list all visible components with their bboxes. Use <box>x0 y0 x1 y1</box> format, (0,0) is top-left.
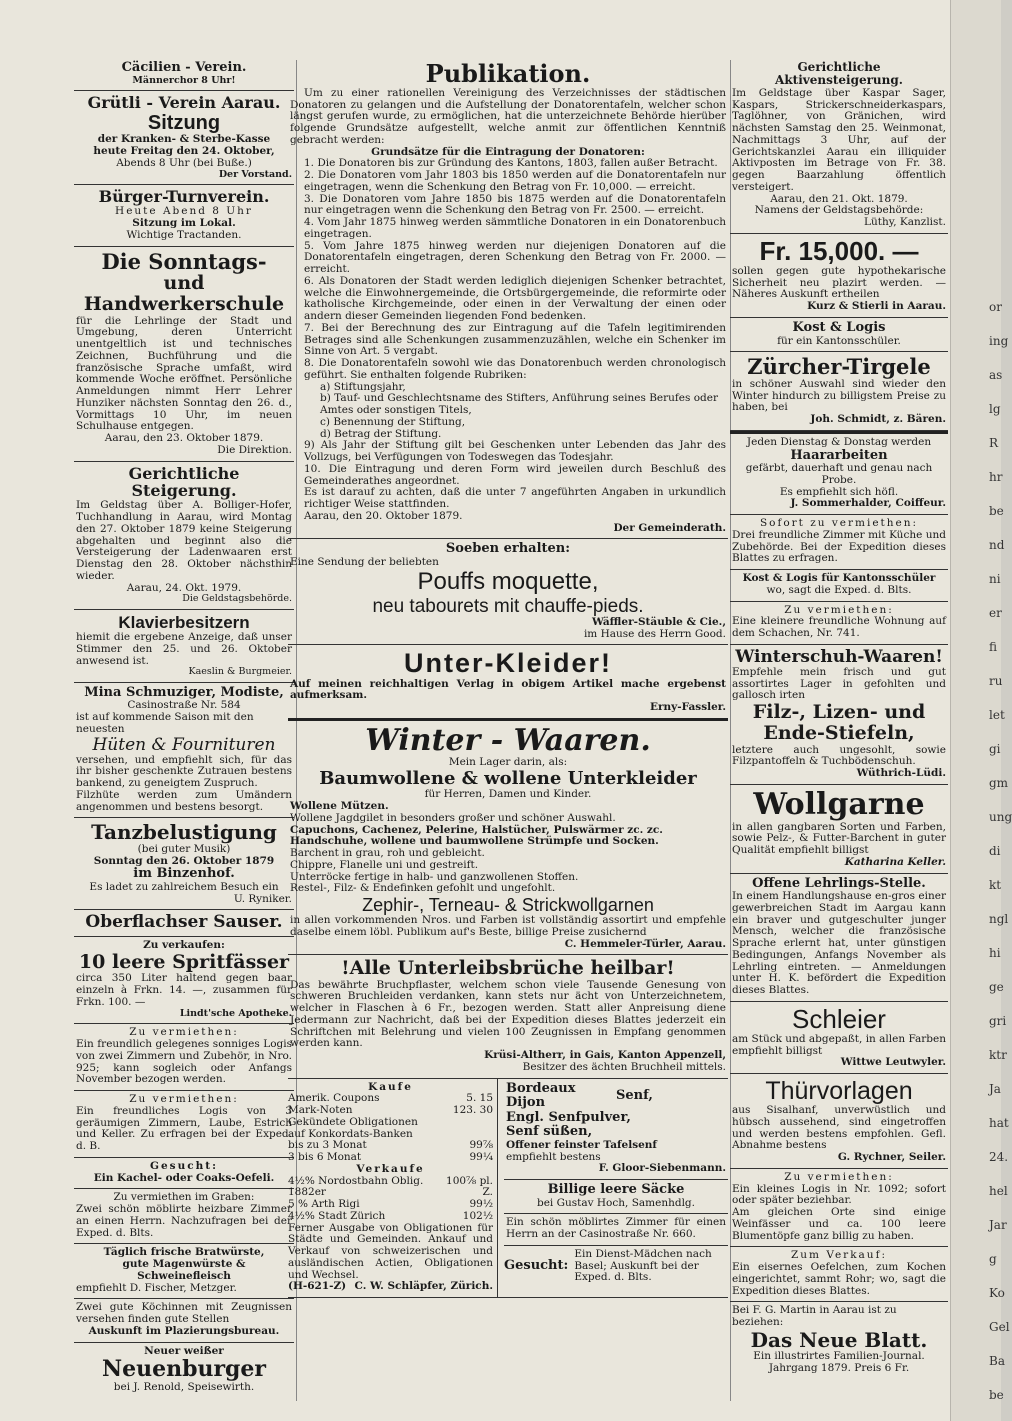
fold-fragment: Ba <box>989 1354 1005 1368</box>
fold-fragment: be <box>989 1388 1004 1402</box>
ad-pouffs: Soeben erhalten: Eine Sendung der beliebten Pouffs moquette, neu tabourets mit chauffe-pieds. Wäffler-Stäuble & Cie., im Hause des Herrn Good. <box>288 539 728 645</box>
ad-schleier: Schleier am Stück und abgepaßt, in allen Farben empfiehlt billigst Wittwe Leutwyler. <box>730 1002 948 1074</box>
fold-fragment: lg <box>989 402 1001 416</box>
ad-wohnung: Zu vermiethen: Eine kleinere freundliche Wohnung auf dem Schachen, Nr. 741. <box>730 602 948 645</box>
right-column <box>730 58 948 1409</box>
left-column <box>74 58 294 1409</box>
verkaufe-row: 5 % Arth Rigi 99½ <box>288 1198 493 1211</box>
kaufe-row: Mark-Noten 123. 30 <box>288 1104 493 1117</box>
kaufe-row: 3 bis 6 Monat 99¼ <box>288 1151 493 1164</box>
ad-bratwurst: Täglich frische Bratwürste, gute Magenwürste & Schweinefleisch empfiehlt D. Fischer, Metzger. <box>74 1244 294 1299</box>
ad-winter-waaren: Winter - Waaren. Mein Lager darin, als: Baumwollene & wollene Unterkleider für Herren, Damen und Kinder. Wollene Mützen. Wollene Jagdgilet in besonders großer und schöner Auswahl. Capuchons, Cachenez, Pelerine, Halstücher, Pulswärmer zc. zc. Handschuhe, wollene und baumwollene Strümpfe und Socken. Barchent in grau, roh und gebleicht. Chippre, Flanelle uni und gestreift. Unterröcke fertige in halb- und ganzwollenen Stoffen. Restel-, Filz- & Endefinken gefohlt und ungefohlt. Zephir-, Terneau- & Strickwollgarnen in allen vorkommenden Nros. und Farben ist vollständig assortirt und empfehle daselbe einem löbl. Publikum auf's Beste, billige Preise zusichernd C. Hemmeler-Türler, Aarau. <box>288 721 728 956</box>
kaufe-row: Amerik. Coupons 5. 15 <box>288 1092 493 1105</box>
fold-fragment: Jar <box>989 1218 1007 1232</box>
kaufe-row: Gekündete Obligationen auf Konkordats-Banken <box>288 1115 418 1140</box>
fold-fragment: or <box>989 300 1002 314</box>
fold-fragment: Ko <box>989 1286 1005 1300</box>
middle-column <box>288 58 728 1409</box>
mid-right-stack <box>498 1079 728 1298</box>
ad-saecke: Billige leere Säcke bei Gustav Hoch, Samenhdlg. <box>504 1180 728 1214</box>
fold-fragment: ru <box>989 674 1003 688</box>
fold-fragment: ni <box>989 572 1001 586</box>
ad-vermiethen-r: Zu vermiethen: Ein kleines Logis in Nr. 1092; sofort oder später beziehbar. Am gleichen Orte sind einige Weinfässer und ca. 100 leere Blumentöpfe ganz billig zu haben. <box>730 1169 948 1248</box>
ad-kaufe: Kaufe Amerik. Coupons 5. 15 Mark-Noten 123. 30 Gekündete Obligationen auf Konkordats-Banken bis zu 3 Monat 99⅞ 3 bis 6 Monat 99¼ Verkaufe 4½% Nordostbahn Oblig. 1882er 100⅞ pl. Z. 5 % Arth Rigi 99½ 4½% Stadt Zürich 102½ Ferner Ausgabe von Obligationen für Städte und Gemeinden. Ankauf und Verkauf von schweizerischen und ausländischen Actien, Obligationen und Wechsel. (H-621-Z) C. W. Schläpfer, Zürich. <box>288 1079 498 1298</box>
fold-fragment: ung <box>989 810 1012 824</box>
fold-fragment: fi <box>989 640 998 654</box>
ad-gesucht: Gesucht: Ein Kachel- oder Coaks-Oefeli. <box>74 1158 294 1190</box>
fold-fragment: hr <box>989 470 1003 484</box>
ad-turnverein: Bürger-Turnverein. Heute Abend 8 Uhr Sitzung im Lokal. Wichtige Tractanden. <box>74 185 294 246</box>
ad-neue-blatt: Bei F. G. Martin in Aarau ist zu beziehen: Das Neue Blatt. Ein illustrirtes Familien-Journal. Jahrgang 1879. Preis 6 Fr. <box>732 1304 928 1375</box>
fold-fragment: gm <box>989 776 1009 790</box>
ad-sauser: Oberflachser Sauser. <box>74 910 294 937</box>
fold-fragment: hi <box>989 946 1001 960</box>
fold-fragment: ge <box>989 980 1004 994</box>
ad-tirgele: Zürcher-Tirgele in schöner Auswahl sind wieder den Winter hindurch zu billigstem Preise zu haben, bei Joh. Schmidt, z. Bären. <box>730 352 948 431</box>
ad-winterschuh: Winterschuh-Waaren! Empfehle mein frisch und gut assortirtes Lager in gefohlten und gallosch irten Filz-, Lizen- und Ende-Stiefeln, letztere auch ungesohlt, sowie Filzpantoffeln & Tuchbödenschuh. Wüthrich-Lüdi. <box>730 645 948 785</box>
next-page-edge <box>950 0 1012 1421</box>
ad-dienst: Gesucht: Ein Dienst-Mädchen nach Basel; Auskunft bei der Exped. d. Blts. <box>504 1247 712 1284</box>
senf-head: Bordeaux Dijon Senf, <box>506 1080 653 1111</box>
fold-fragment: Ja <box>989 1082 1001 1096</box>
ad-zimmer-casinostrasse: Ein schön möblirtes Zimmer für einen Herrn an der Casinostraße Nr. 660. <box>504 1214 728 1246</box>
ad-koechinnen: Zwei gute Köchinnen mit Zeugnissen versehen finden gute Stellen Auskunft im Plazierungsbureau. <box>74 1299 294 1342</box>
ad-thuervorlagen: Thürvorlagen aus Sisalhanf, unverwüstlich und hübsch aussehend, sind eingetroffen und werden bestens empfohlen. Gefl. Abnahme bestens G. Rychner, Seiler. <box>730 1074 948 1169</box>
verkaufe-row: 4½% Nordostbahn Oblig. 1882er 100⅞ pl. Z. <box>288 1174 493 1199</box>
fold-fragment: let <box>989 708 1005 722</box>
fold-fragment: R <box>989 436 999 450</box>
fold-fragment: ing <box>989 334 1009 348</box>
fold-fragment: be <box>989 504 1004 518</box>
ad-graben: Zu vermiethen im Graben: Zwei schön möblirte heizbare Zimmer an einen Herrn. Nachzufragen bei der Exped. d. Blts. <box>74 1189 294 1244</box>
fold-fragment: nd <box>989 538 1005 552</box>
ad-kost: Kost & Logis für ein Kantonsschüler. <box>730 318 948 352</box>
kaufe-row: bis zu 3 Monat 99⅞ <box>288 1139 493 1152</box>
ad-modiste: Mina Schmuziger, Modiste, Casinostraße Nr. 584 ist auf kommende Saison mit den neuesten Hüten & Fournituren versehen, und empfiehlt sich, für das ihr bisher geschenkte Zutrauen bestens bankend, zu geneigtem Zuspruch. Filzhüte werden zum Umändern angenommen und bestens besorgt. <box>74 683 294 819</box>
ad-tanz: Tanzbelustigung (bei guter Musik) Sonntag den 26. Oktober 1879 im Binzenhof. Es ladet zu zahlreichem Besuch ein U. Ryniker. <box>74 818 294 910</box>
ad-spritfaesser: Zu verkaufen: 10 leere Spritfässer circa 350 Liter haltend gegen baar einzeln à Frkn. 14. —, zusammen für Frkn. 100. — Lindt'sche Apotheke. <box>74 937 294 1024</box>
ad-unterkleider: Unter-Kleider! Auf meinen reichhaltigen Verlag in obigem Artikel mache ergebenst aufmerksam. Erny-Fassler. <box>288 645 728 720</box>
ad-aktivensteigerung: Gerichtliche Aktivensteigerung. Im Geldstage über Kaspar Sager, Kaspars, Strickerschneiderkaspars, Taglöhner, von Gränichen, wird nächsten Samstag den 25. Weinmonat, Nachmittags 3 Uhr, auf der Gerichtskanzlei Aarau ein illiquider Aktivposten im Betrage von Fr. 38. gegen Baarzahlung öffentlich versteigert. Aarau, den 21. Okt. 1879. Namens der Geldstagsbehörde: Lüthy, Kanzlist. <box>730 58 948 234</box>
fold-fragment: hat <box>989 1116 1009 1130</box>
fold-fragment: gri <box>989 1014 1007 1028</box>
fold-fragment: di <box>989 844 1001 858</box>
senf-origins: Bordeaux Dijon <box>506 1080 576 1111</box>
ad-haar: Jeden Dienstag & Donstag werden Haararbeiten gefärbt, dauerhaft und genau nach Probe. Es empfiehlt sich höfl. J. Sommerhalder, Coiffeur. <box>730 431 948 515</box>
fold-fragment: er <box>989 606 1002 620</box>
ad-sofort: Sofort zu vermiethen: Drei freundliche Zimmer mit Küche und Zubehörde. Bei der Expedition dieses Blattes zu erfragen. <box>730 515 948 570</box>
fold-fragment: g <box>989 1252 997 1266</box>
ad-bruch: !Alle Unterleibsbrüche heilbar! Das bewährte Bruchpflaster, welchem schon viele Tausende Genesung von schweren Bruchleiden verdanken, kann stets nur ächt von Unterzeichnetem, welcher in Flaschen à 6 Fr., bezogen werden. Statt aller Anpreisung diene Jedermann zur Nachricht, daß bei der Expedition dieses Blattes jederzeit ein Schriftchen mit Belehrung und vielen 100 Zeugnissen in Empfang genommen werden kann. Krüsi-Altherr, in Gais, Kanton Appenzell, Besitzer des ächten Bruchheil mittels. <box>288 955 728 1078</box>
bottom-block <box>288 1079 728 1299</box>
ad-steigerung: Gerichtliche Steigerung. Im Geldstag über A. Bolliger-Hofer, Tuchhandlung in Aarau, wird Montag den 27. Oktober 1879 keine Steigerung abgehalten und beginnt also die Versteigerung der Ladenwaaren erst Dienstag den 28. Oktober nächsthin wieder. Aarau, 24. Okt. 1979. Die Geldstagsbehörde. <box>74 462 294 610</box>
ad-oefelchen: Zum Verkauf: Ein eisernes Oefelchen, zum Kochen eingerichtet, sammt Rohr; wo, sagt die Expedition dieses Blattes. <box>730 1247 948 1302</box>
fold-fragment: as <box>989 368 1003 382</box>
fold-fragment: ngl <box>989 912 1009 926</box>
verkaufe-row: 4½% Stadt Zürich 102½ <box>288 1209 493 1222</box>
ad-wollgarne: Wollgarne in allen gangbaren Sorten und Farben, sowie Pelz-, & Futter-Barchent in guter Qualität empfiehlt billigst Katharina Keller. <box>730 785 948 874</box>
ad-senf: Bordeaux Dijon Senf, Engl. Senfpulver, Senf süßen, Offener feinster Tafelsenf empfiehlt bestens F. Gloor-Siebenmann. <box>504 1079 728 1180</box>
ad-sonntagsschule: Die Sonntags- und Handwerkerschule für die Lehrlinge der Stadt und Umgebung, deren Unterricht unentgeltlich ist und technisches Zeichnen, Buchführung und die französische Sprache umfaßt, wird kommende Woche eröffnet. Persönliche Anmeldungen nimmt Herr Lehrer Hunziker nächsten Sonntag den 26. d., Vormittags 10 Uhr, im neuen Schulhause entgegen. Aarau, den 23. Oktober 1879. Die Direktion. <box>74 247 294 462</box>
fold-fragment: kt <box>989 878 1002 892</box>
ad-vermiethen-2: Zu vermiethen: Ein freundliches Logis von 3 geräumigen Zimmern, Laube, Estrich und Keller. Zu erfragen bei der Exped. d. B. <box>74 1091 294 1158</box>
ad-caecilien: Cäcilien - Verein. Männerchor 8 Uhr! <box>74 58 294 91</box>
ad-gruetli: Grütli - Verein Aarau. Sitzung der Kranken- & Sterbe-Kasse heute Freitag den 24. Oktober, Abends 8 Uhr (bei Buße.) Der Vorstand. <box>74 91 294 185</box>
fold-fragment: hel <box>989 1184 1008 1198</box>
ad-vermiethen-1: Zu vermiethen: Ein freundlich gelegenes sonniges Logis von zwei Zimmern und Zubehör, in Nro. 925; kann sogleich oder Anfangs November bezogen werden. <box>74 1024 294 1091</box>
ad-lehrling: Offene Lehrlings-Stelle. In einem Handlungshause en-gros einer gewerbreichen Stadt im Aargau kann ein braver und gutgeschulter junger Mensch, welcher die französische Sprache erlernt hat, unter günstigen Bedingungen, Anfangs November als Lehrling eintreten. — Anmeldungen unter H. K. befördert die Expedition dieses Blattes. <box>730 874 948 1002</box>
kaufe-sign: (H-621-Z) C. W. Schläpfer, Zürich. <box>288 1280 493 1293</box>
ad-klavier: Klavierbesitzern hiemit die ergebene Anzeige, daß unser Stimmer den 25. und 26. Oktober anwesend ist. Kaeslin & Burgmeier. <box>74 610 294 683</box>
ad-kost-2: Kost & Logis für Kantonsschüler wo, sagt die Exped. d. Blts. <box>730 570 948 602</box>
ad-neuenburger: Neuer weißer Neuenburger bei J. Renold, Speisewirth. <box>101 1344 267 1393</box>
fold-fragment: ktr <box>989 1048 1007 1062</box>
ad-publikation: Publikation. Um zu einer rationellen Vereinigung des Verzeichnisses der städtischen Donatoren zu gelangen und die Aufstellung der Donatorentafeln, welcher schon längst gerufen wurde, zu ermöglichen, hat die unterzeichnete Behörde hierüber folgende Grundsätze aufgestellt, welche anmit zur öffentlichen Kenntniß gebracht werden: Grundsätze für die Eintragung der Donatoren: 1. Die Donatoren bis zur Gründung des Kantons, 1803, fallen außer Betracht. 2. Die Donatoren vom Jahr 1803 bis 1850 werden auf die Donatorentafeln nur eingetragen, wenn die Schenkung den Betrag von Fr. 10,000. — erreicht. 3. Die Donatoren vom Jahre 1850 bis 1875 werden auf die Donatorentafeln nur eingetragen wenn die Schenkung den Betrag von Fr. 2500. — erreicht. 4. Vom Jahr 1875 hinweg werden sämmtliche Donatoren in ein Donatorenbuch eingetragen. 5. Vom Jahre 1875 hinweg werden nur diejenigen Donatoren auf die Donatorentafeln eingetragen, deren Schenkung den Betrag von Fr. 2000. — erreicht. 6. Als Donatoren der Stadt werden lediglich diejenigen Schenker betrachtet, welche die Einwohnergemeinde, die Ortsbürgergemeinde, die reformirte oder katholische Kirchgemeinde, oder einen in der Verwaltung der einen oder andern dieser Gemeinden liegenden Fond bedenken. 7. Bei der Berechnung des zur Eintragung auf die Tafeln legitimirenden Betrages sind alle Schenkungen zusammenzuzählen, welche ein Schenker im Sinne von Art. 5 vergabt. 8. Die Donatorentafeln sowohl wie das Donatorenbuch werden chronologisch geführt. Sie enthalten folgende Rubriken: a) Stiftungsjahr, b) Tauf- und Geschlechtsname des Stifters, Anführung seines Berufes oder Amtes oder sonstigen Titels, c) Benennung der Stiftung, d) Betrag der Stiftung. 9) Als Jahr der Stiftung gilt bei Geschenken unter Lebenden das Jahr des Vollzugs, bei Verfügungen von Todeswegen das Todesjahr. 10. Die Eintragung und deren Form wird jeweilen durch Beschluß des Gemeinderathes angeordnet. Es ist darauf zu achten, daß die unter 7 angeführten Angaben in urkundlich richtiger Weise stattfinden. Aarau, den 20. Oktober 1879. Der Gemeinderath. <box>288 58 728 539</box>
ad-fr15000: Fr. 15,000. — sollen gegen gute hypothekarische Sicherheit neu plazirt werden. — Näheres Auskunft ertheilen Kurz & Stierli in Aarau. <box>730 234 948 318</box>
fold-fragment: 24. <box>989 1150 1009 1164</box>
fold-fragment: gi <box>989 742 1001 756</box>
fold-fragment: Gel <box>989 1320 1010 1334</box>
